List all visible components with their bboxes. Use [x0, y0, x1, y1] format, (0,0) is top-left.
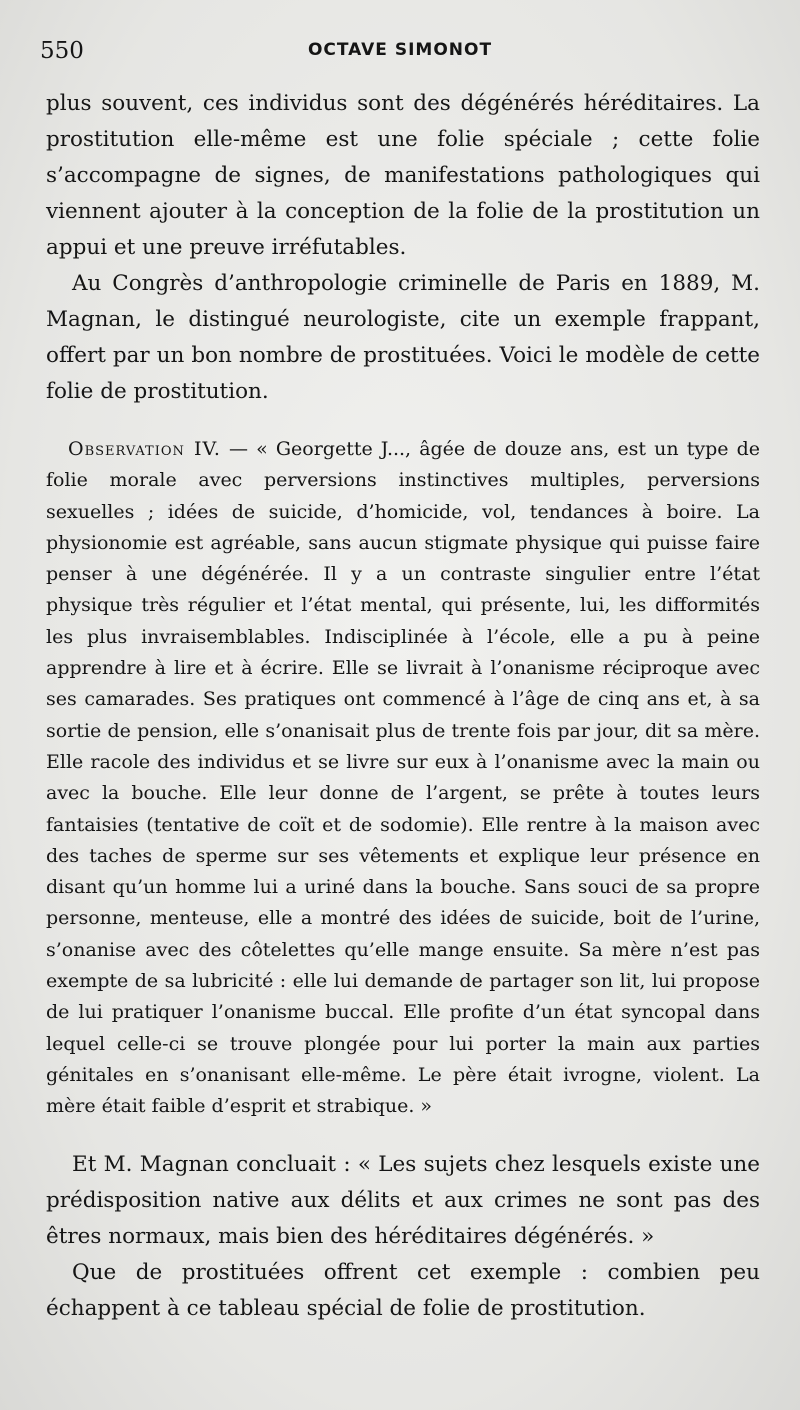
paragraph-conclusion: Et M. Magnan concluait : « Les sujets chez lesquels existe une prédisposition native aux délits et aux crimes ne sont pas des êtres normaux, mais bien des héréditaires dégénérés. »	[46, 1151, 760, 1249]
running-head: OCTAVE SIMONOT	[307, 40, 493, 60]
observation-heading: Observation IV.	[68, 438, 221, 460]
page-number: 550	[40, 38, 84, 64]
paragraph-final: Que de prostituées offrent cet exemple : combien peu échappent à ce tableau spécial de folie de prostitution.	[46, 1259, 760, 1321]
paragraph-congres: Au Congrès d’anthropologie criminelle de Paris en 1889, M. Magnan, le distingué neurologiste, cite un exemple frappant, offert par un bon nombre de prostituées. Voici le modèle de cette folie de prostitution.	[46, 271, 760, 404]
paragraph-continuation: plus souvent, ces individus sont des dégénérés héréditaires. La prostitution elle-même est une folie spéciale ; cette folie s’accompagne de signes, de manifestations pathologiques qui viennent ajouter à la conception de la folie de la prostitution un appui et une preuve irréfutables.	[46, 91, 760, 260]
page-header	[40, 38, 760, 68]
page-body	[46, 86, 760, 1327]
observation-block	[46, 434, 760, 1123]
observation-text: — « Georgette J..., âgée de douze ans, est un type de folie morale avec perversions instinctives multiples, perversions sexuelles ; idées de suicide, d’homicide, vol, tendances à boire. La physionomie est agréable, sans aucun stigmate physique qui puisse faire penser à une dégénérée. Il y a un contraste singulier entre l’état physique très régulier et l’état mental, qui présente, lui, les difformités les plus invraisemblables. Indisciplinée à l’école, elle a pu à peine apprendre à lire et à écrire. Elle se livrait à l’onanisme réciproque avec ses camarades. Ses pratiques ont commencé à l’âge de cinq ans et, à sa sortie de pension, elle s’onanisait plus de trente fois par jour, dit sa mère. Elle racole des individus et se livre sur eux à l’onanisme avec la main ou avec la bouche. Elle leur donne de l’argent, se prête à toutes leurs fantaisies (tentative de coït et de sodomie). Elle rentre à la maison avec des taches de sperme sur ses vêtements et explique leur présence en disant qu’un homme lui a uriné dans la bouche. Sans souci de sa propre personne, menteuse, elle a montré des idées de suicide, boit de l’urine, s’onanise avec des côtelettes qu’elle mange ensuite. Sa mère n’est pas exempte de sa lubricité : elle lui demande de partager son lit, lui propose de lui pratiquer l’onanisme buccal. Elle profite d’un état syncopal dans lequel celle-ci se trouve plongée pour lui porter la main aux parties génitales en s’onanisant elle-même. Le père était ivrogne, violent. La mère était faible d’esprit et strabique. »	[46, 438, 760, 1118]
